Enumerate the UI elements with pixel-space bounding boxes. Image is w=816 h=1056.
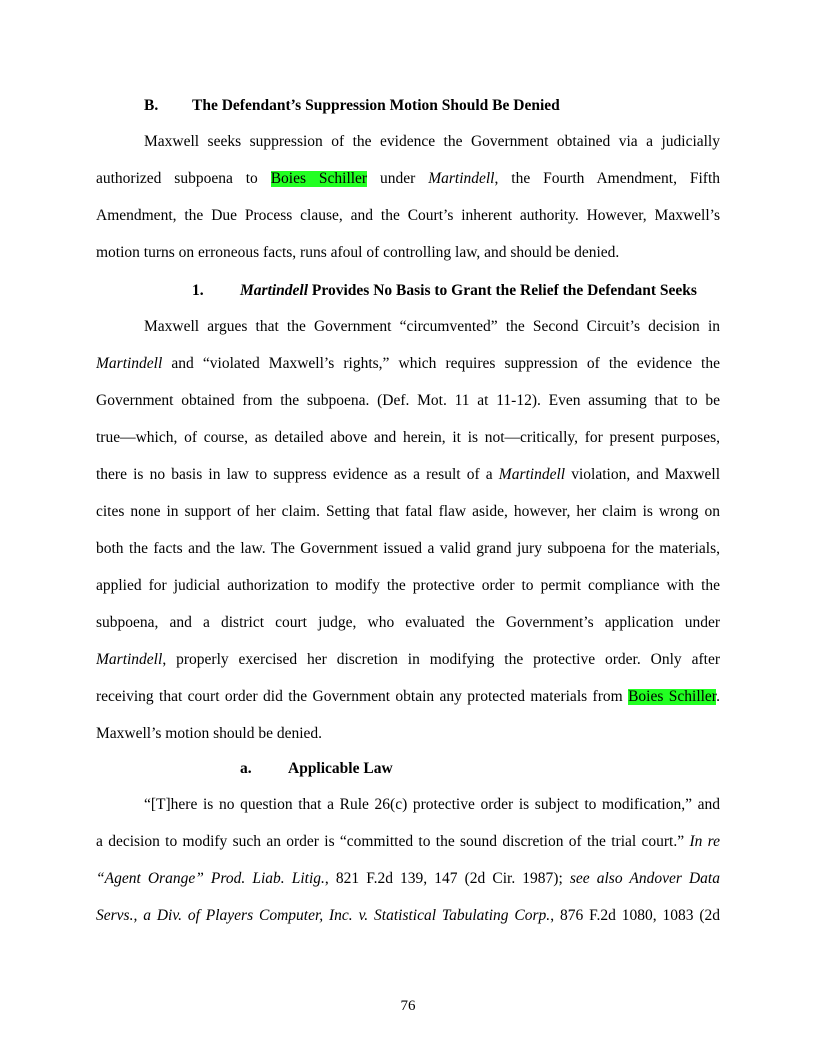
p3-line-3: “Agent Orange” Prod. Liab. Litig., 821 F.2d 139, 147 (2d Cir. 1987); see also Andover Data: [96, 871, 720, 887]
p2-line-10: Martindell, properly exercised her discretion in modifying the protective order. Only after: [96, 652, 720, 668]
p2-line-12: Maxwell’s motion should be denied.: [96, 726, 323, 742]
section-1-title: Martindell Provides No Basis to Grant the Relief the Defendant Seeks: [240, 282, 697, 299]
paragraph-1: [96, 134, 720, 282]
p2-line-2: Martindell and “violated Maxwell’s rights,” which requires suppression of the evidence the: [96, 356, 720, 372]
p2-line-9: subpoena, and a district court judge, who evaluated the Government’s application under: [96, 615, 720, 631]
p2-line-7: both the facts and the law. The Government issued a valid grand jury subpoena for the materials,: [96, 541, 720, 557]
section-a-heading: [240, 760, 393, 778]
paragraph-2: [96, 319, 720, 763]
section-b-heading: [144, 97, 560, 115]
highlight-boies-schiller-2: Boies Schiller: [628, 689, 717, 705]
paragraph-3: [96, 797, 720, 945]
p2-line-11: receiving that court order did the Government obtain any protected materials from Boies Schiller.: [96, 689, 720, 705]
p3-line-2: a decision to modify such an order is “committed to the sound discretion of the trial court.” In re: [96, 834, 720, 850]
p3-line-4: Servs., a Div. of Players Computer, Inc. v. Statistical Tabulating Corp., 876 F.2d 1080, 1083 (2d: [96, 908, 720, 924]
p2-line-1: Maxwell argues that the Government “circumvented” the Second Circuit’s decision in: [144, 319, 720, 335]
p1-line-4: motion turns on erroneous facts, runs afoul of controlling law, and should be denied.: [96, 245, 620, 261]
p2-line-4: true—which, of course, as detailed above and herein, it is not—critically, for present purposes,: [96, 430, 720, 446]
section-1-heading: [192, 282, 697, 300]
section-1-number: 1.: [192, 282, 204, 299]
p1-line-3: Amendment, the Due Process clause, and the Court’s inherent authority. However, Maxwell’s: [96, 208, 720, 224]
section-b-letter: B.: [144, 97, 159, 114]
section-a-title: Applicable Law: [288, 760, 393, 777]
p3-line-1: “[T]here is no question that a Rule 26(c) protective order is subject to modification,” and: [144, 797, 720, 813]
p2-line-5: there is no basis in law to suppress evidence as a result of a Martindell violation, and Maxwell: [96, 467, 720, 483]
p1-line-2: authorized subpoena to Boies Schiller under Martindell, the Fourth Amendment, Fifth: [96, 171, 720, 187]
page-number: 76: [400, 998, 416, 1014]
highlight-boies-schiller: Boies Schiller: [270, 171, 368, 187]
section-a-letter: a.: [240, 760, 252, 777]
p2-line-8: applied for judicial authorization to modify the protective order to permit compliance with the: [96, 578, 720, 594]
p1-line-1: Maxwell seeks suppression of the evidence the Government obtained via a judicially: [144, 134, 720, 150]
section-b-title: The Defendant’s Suppression Motion Should Be Denied: [192, 97, 560, 114]
p2-line-3: Government obtained from the subpoena. (Def. Mot. 11 at 11-12). Even assuming that to be: [96, 393, 720, 409]
p2-line-6: cites none in support of her claim. Setting that fatal flaw aside, however, her claim is wrong on: [96, 504, 720, 520]
